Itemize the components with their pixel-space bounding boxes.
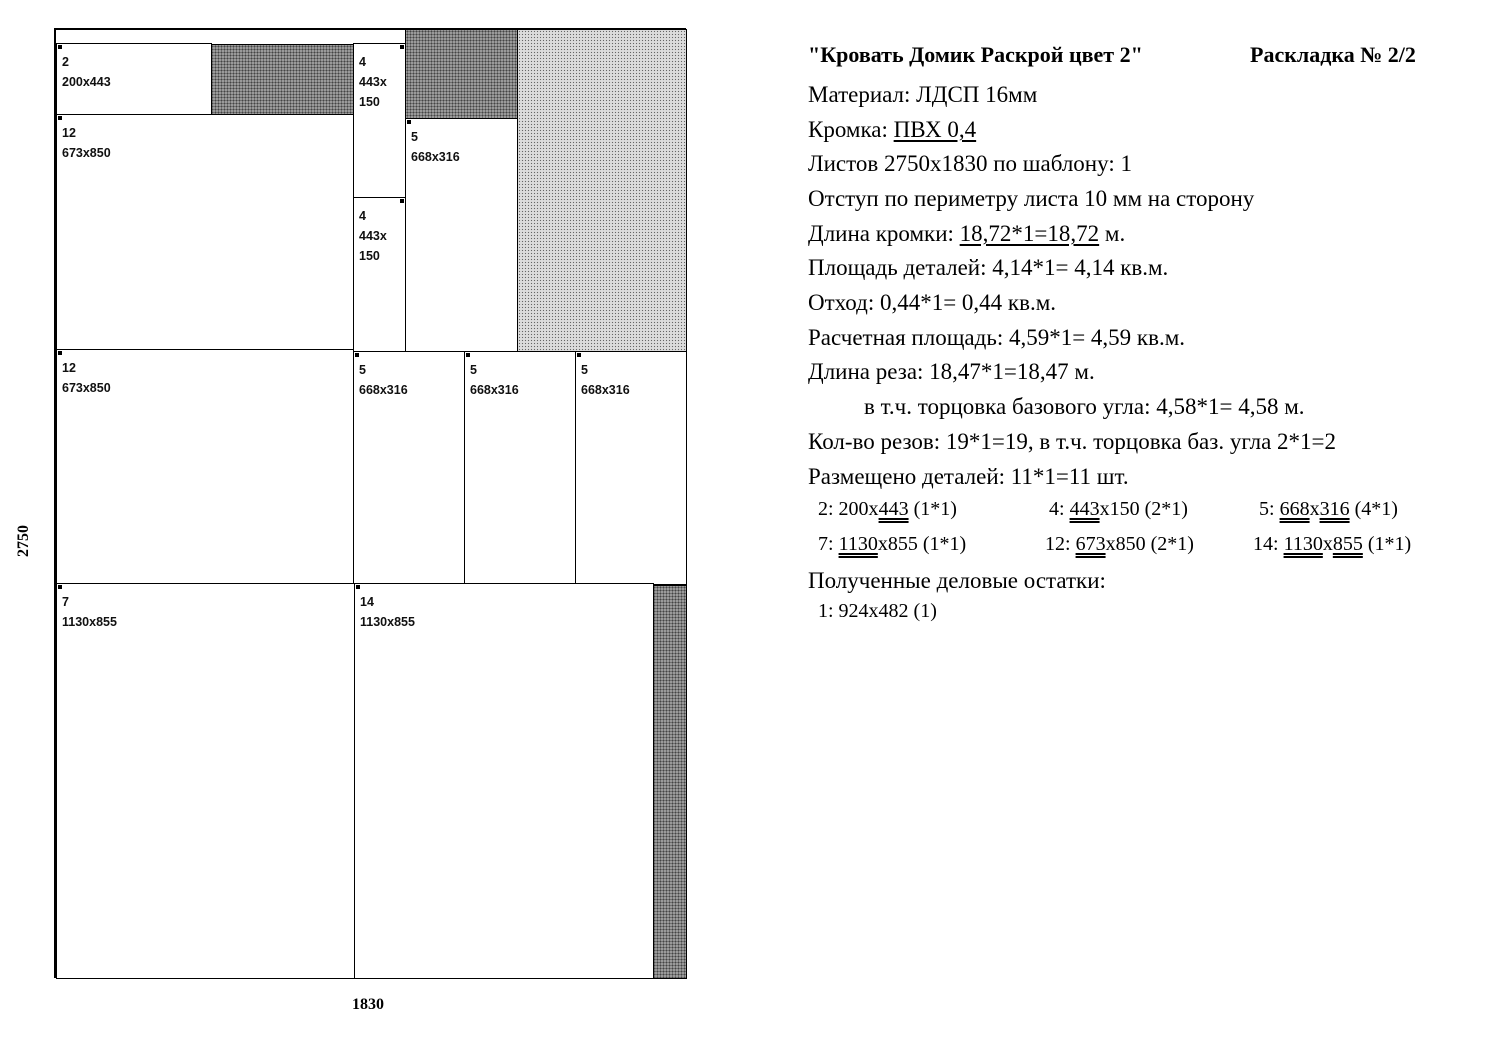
material-line (808, 82, 1037, 108)
part-5 (575, 351, 687, 585)
sheet-width-label: 1830 (352, 996, 384, 1013)
part-size: 668x316 (581, 383, 630, 397)
edge-label: Кромка: (808, 117, 888, 142)
parts-list-item: 4: 443x150 (2*1) (1049, 498, 1188, 520)
cut-length-line: Длина реза: 18,47*1=18,47 м. (808, 359, 1095, 384)
part-14 (354, 583, 654, 979)
waste-line: Отход: 0,44*1= 0,44 кв.м. (808, 290, 1057, 315)
parts-list-item: 14: 1130x855 (1*1) (1253, 533, 1412, 555)
part-id: 2 (62, 55, 69, 69)
trim-length-line: в т.ч. торцовка базового угла: 4,58*1= 4,58 м. (864, 394, 1305, 419)
part-size: 1130x855 (360, 615, 415, 629)
edge-length-value: 18,72*1=18,72 (959, 221, 1100, 246)
edge-value: ПВХ 0,4 (893, 117, 977, 142)
parts-list-item: 2: 200x443 (1*1) (818, 498, 957, 520)
part-2 (56, 43, 212, 115)
parts-area-line: Площадь деталей: 4,14*1= 4,14 кв.м. (808, 255, 1169, 280)
parts-list-item: 12: 673x850 (2*1) (1045, 533, 1194, 555)
waste-area-right-strip (652, 585, 687, 979)
parts-list-item: 5: 668x316 (4*1) (1259, 498, 1398, 520)
sheets-line: Листов 2750x1830 по шаблону: 1 (808, 151, 1132, 176)
part-size: 443x (359, 75, 387, 89)
part-size: 668x316 (359, 383, 408, 397)
calc-area-line: Расчетная площадь: 4,59*1= 4,59 кв.м. (808, 325, 1186, 350)
part-size: 200x443 (62, 75, 111, 89)
part-12 (56, 349, 354, 585)
part-5 (464, 351, 576, 585)
part-5 (353, 351, 465, 585)
part-id: 4 (359, 209, 366, 223)
part-id: 7 (62, 595, 69, 609)
part-id: 5 (411, 130, 418, 144)
cutting-sheet (54, 28, 686, 978)
part-id: 14 (360, 595, 374, 609)
part-size: 673x850 (62, 381, 111, 395)
part-id: 5 (470, 363, 477, 377)
part-7 (56, 583, 355, 979)
layout-number: Раскладка № 2/2 (1250, 42, 1416, 67)
part-4 (353, 197, 406, 352)
business-remnant (517, 29, 687, 352)
edge-length-label: Длина кромки: (808, 221, 954, 246)
margin-line: Отступ по периметру листа 10 мм на сторону (808, 186, 1255, 211)
part-size: 673x850 (62, 146, 111, 160)
remnant-item: 1: 924x482 (1) (818, 600, 937, 622)
waste-area-top-mid (405, 29, 519, 119)
part-size: 443x (359, 229, 387, 243)
parts-list-item: 7: 1130x855 (1*1) (818, 533, 967, 555)
part-size: 1130x855 (62, 615, 117, 629)
part-size: 668x316 (470, 383, 519, 397)
remnants-title: Полученные деловые остатки: (808, 568, 1106, 593)
material-label: Материал: (808, 82, 911, 107)
placed-parts-line: Размещено деталей: 11*1=11 шт. (808, 464, 1129, 489)
waste-area-top-left (210, 44, 354, 115)
part-id: 12 (62, 126, 76, 140)
edge-length-line (808, 221, 1125, 247)
part-12 (56, 114, 354, 351)
part-size: 150 (359, 249, 380, 263)
sheet-height-value: 2750 (15, 525, 32, 557)
part-id: 12 (62, 361, 76, 375)
edge-length-unit: м. (1104, 221, 1126, 246)
part-id: 4 (359, 55, 366, 69)
part-4 (353, 43, 406, 198)
cut-count-line: Кол-во резов: 19*1=19, в т.ч. торцовка баз. угла 2*1=2 (808, 429, 1337, 454)
part-id: 5 (581, 363, 588, 377)
material-value: ЛДСП 16мм (916, 82, 1038, 107)
edge-line (808, 117, 976, 143)
part-size: 150 (359, 95, 380, 109)
part-id: 5 (359, 363, 366, 377)
part-size: 668x316 (411, 150, 460, 164)
part-5 (405, 118, 518, 352)
page-title: "Кровать Домик Раскрой цвет 2" (808, 42, 1143, 67)
